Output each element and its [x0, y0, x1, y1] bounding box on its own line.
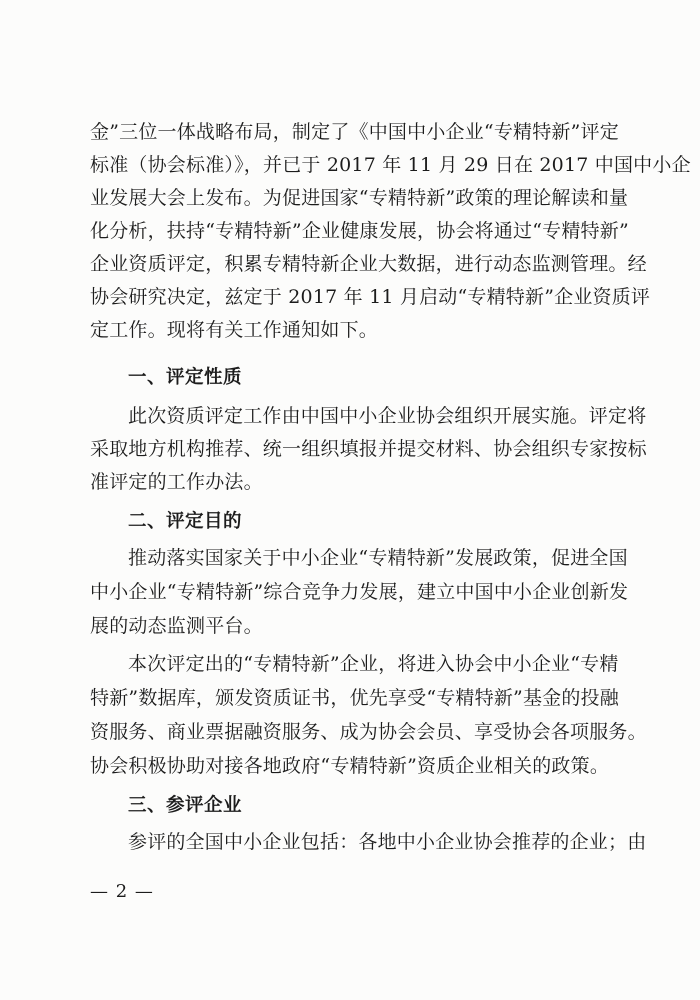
section-2-para2-line-2: 特新”数据库，颁发资质证书，优先享受“专精特新”基金的投融: [90, 687, 619, 709]
section-2-heading: 二、评定目的: [128, 511, 243, 532]
section-3-heading: 三、参评企业: [128, 795, 243, 816]
section-1-line-2: 采取地方机构推荐、统一组织填报并提交材料、协会组织专家按标: [90, 438, 647, 460]
intro-line-3: 业发展大会上发布。为促进国家“专精特新”政策的理论解读和量: [90, 187, 629, 209]
intro-line-4: 化分析，扶持“专精特新”企业健康发展，协会将通过“专精特新”: [90, 220, 629, 242]
section-2-para2-line-3: 资服务、商业票据融资服务、成为协会会员、享受协会各项服务。: [90, 721, 647, 743]
section-1-line-1: 此次资质评定工作由中国中小企业协会组织开展实施。评定将: [128, 405, 647, 427]
section-1-heading: 一、评定性质: [128, 367, 243, 388]
section-2-line-3: 展的动态监测平台。: [90, 615, 263, 637]
intro-line-7: 定工作。现将有关工作通知如下。: [90, 319, 379, 341]
page-number: — 2 —: [90, 881, 154, 902]
section-2-line-2: 中小企业“专精特新”综合竞争力发展，建立中国中小企业创新发: [90, 581, 629, 603]
section-3-line-1: 参评的全国中小企业包括：各地中小企业协会推荐的企业；由: [128, 831, 647, 853]
section-2-para2-line-4: 协会积极协助对接各地政府“专精特新”资质企业相关的政策。: [90, 755, 610, 777]
intro-line-5: 企业资质评定，积累专精特新企业大数据，进行动态监测管理。经: [90, 253, 647, 275]
intro-line-6: 协会研究决定，兹定于 2017 年 11 月启动“专精特新”企业资质评: [90, 286, 651, 308]
intro-line-2: 标准（协会标准）》，并已于 2017 年 11 月 29 日在 2017 中国中小企: [90, 154, 691, 176]
intro-line-1: 金”三位一体战略布局，制定了《中国中小企业“专精特新”评定: [90, 121, 619, 143]
section-2-line-1: 推动落实国家关于中小企业“专精特新”发展政策，促进全国: [128, 547, 628, 569]
section-2-para2-line-1: 本次评定出的“专精特新”企业，将进入协会中小企业“专精: [128, 653, 619, 675]
section-1-line-3: 准评定的工作办法。: [90, 471, 263, 493]
